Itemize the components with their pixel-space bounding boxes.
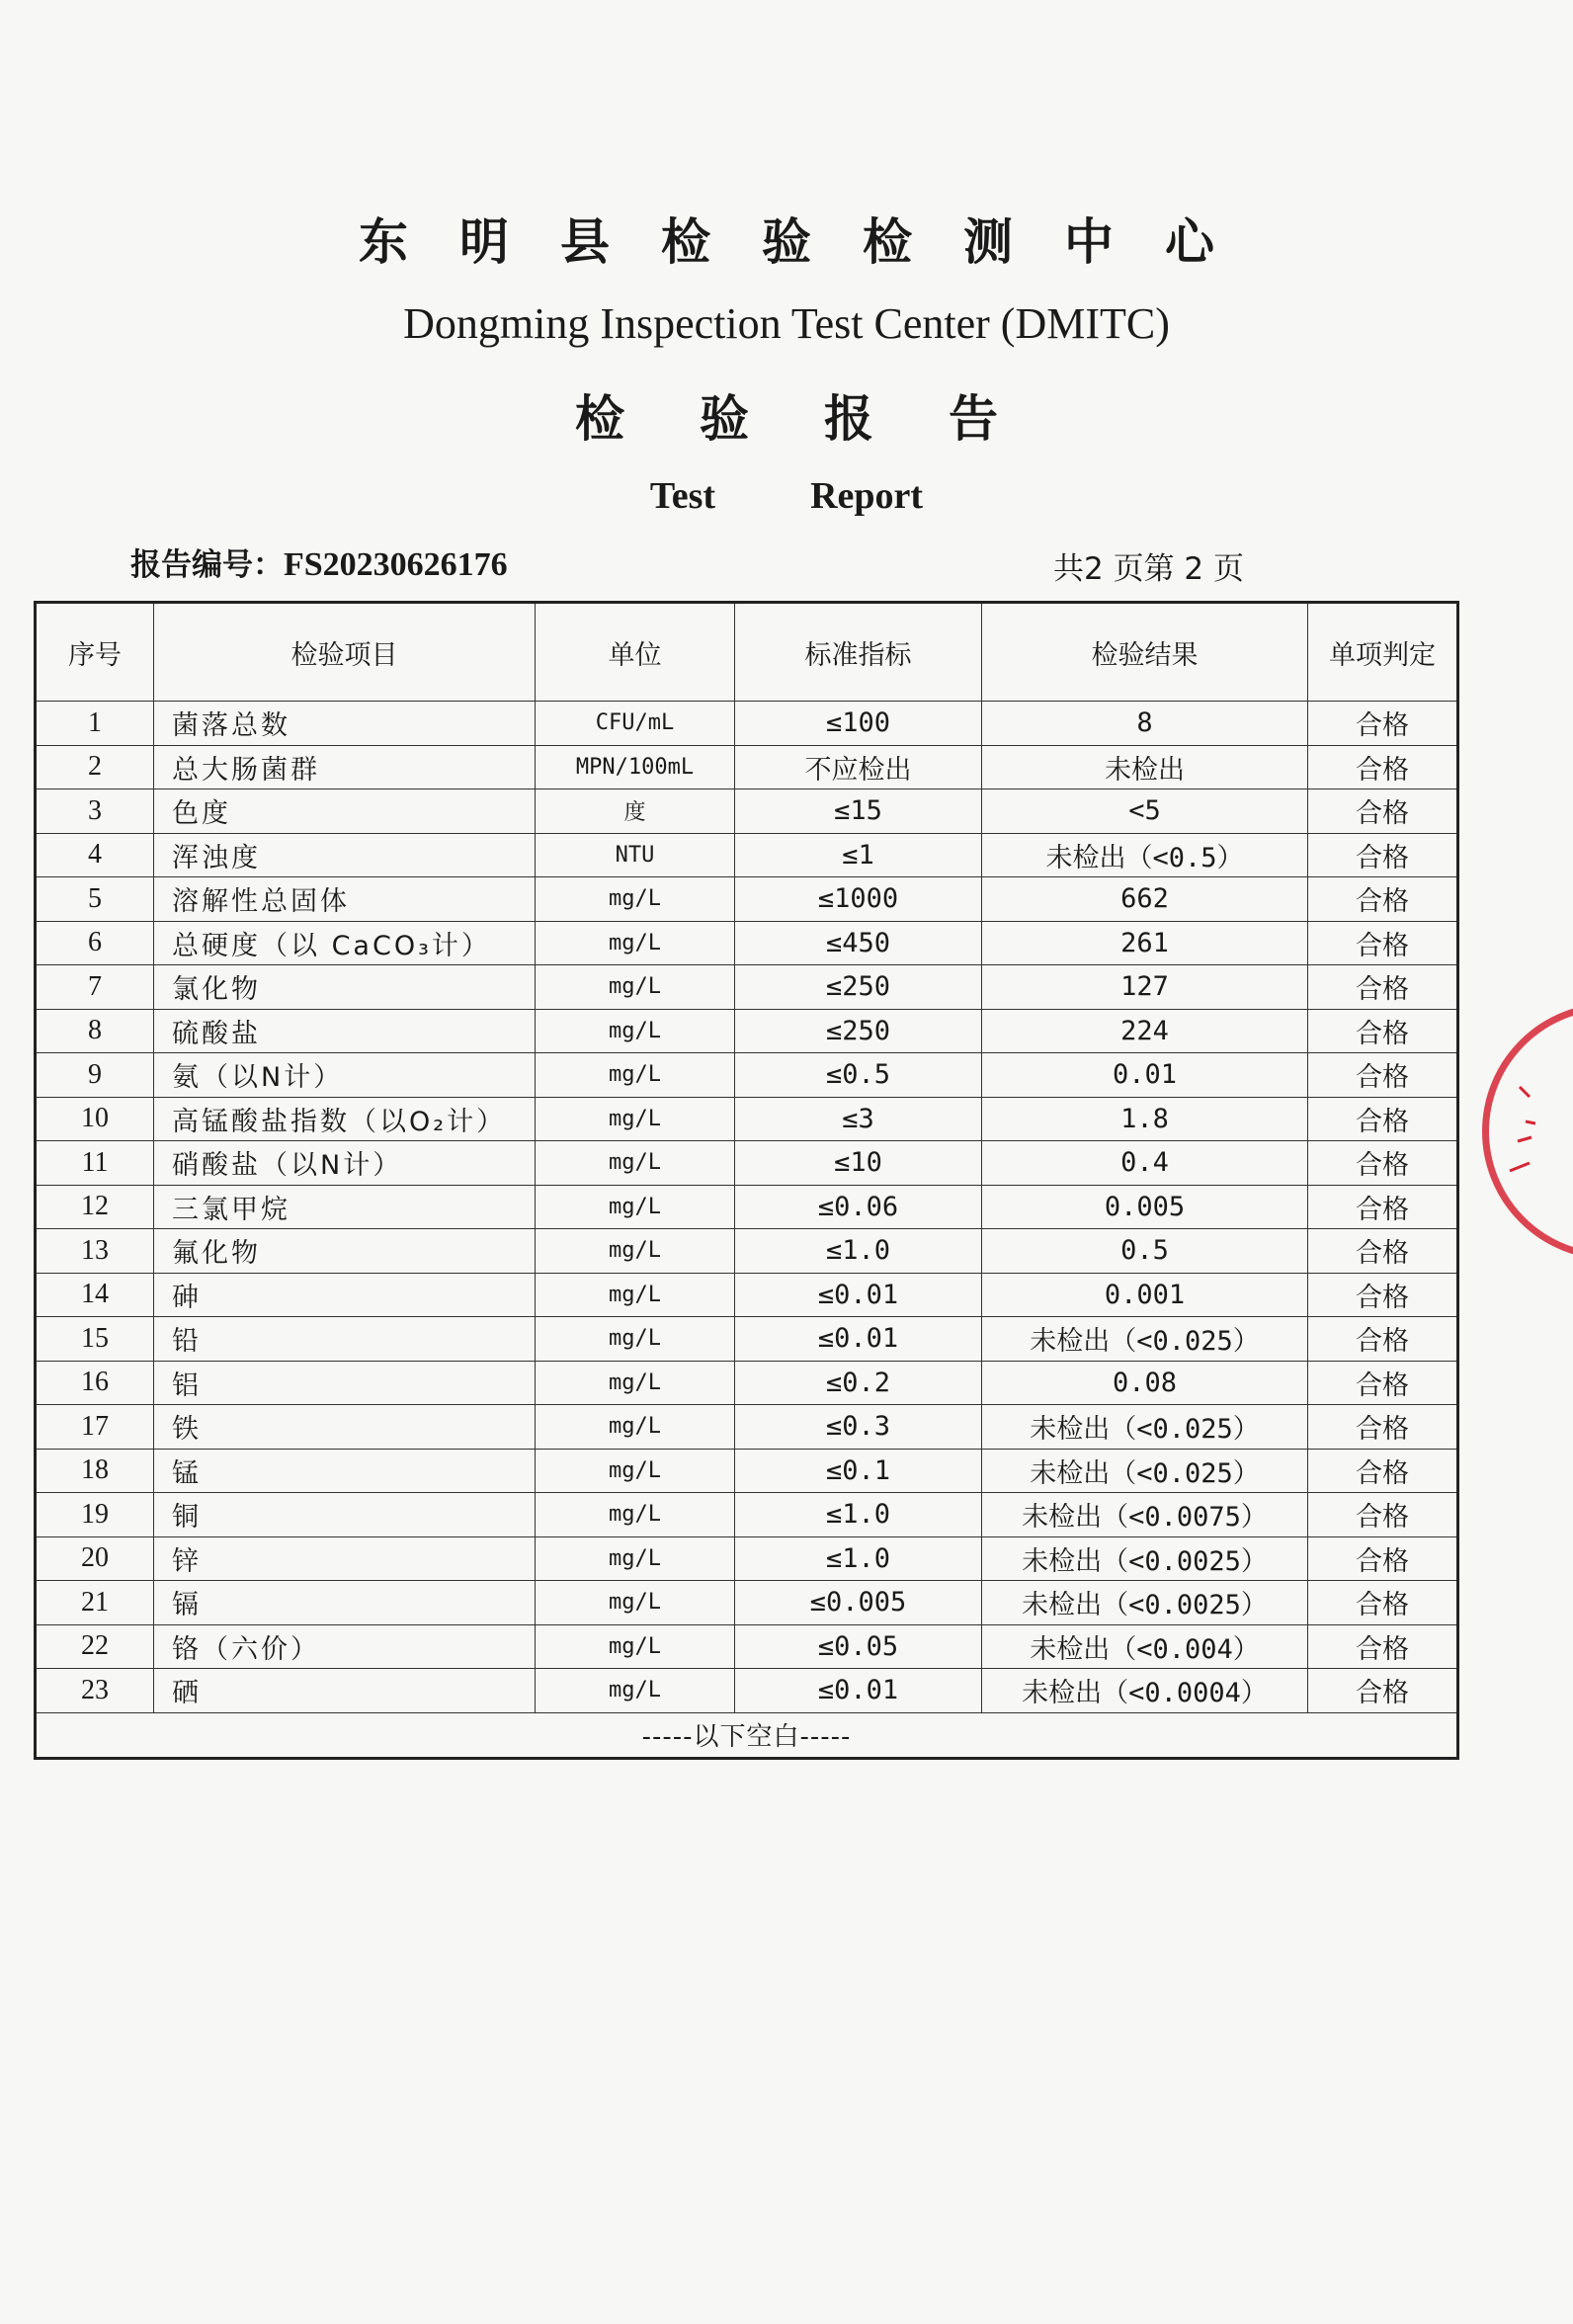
standard-limit: 不应检出	[735, 745, 982, 789]
test-result: 0.4	[982, 1141, 1308, 1186]
judgement: 合格	[1308, 702, 1458, 746]
row-number: 9	[36, 1053, 154, 1098]
table-row	[36, 1361, 1458, 1405]
test-item: 氟化物	[154, 1229, 536, 1274]
standard-limit: ≤15	[735, 789, 982, 834]
test-result: 261	[982, 921, 1308, 965]
judgement: 合格	[1308, 1449, 1458, 1493]
test-result: 8	[982, 702, 1308, 746]
row-number: 16	[36, 1361, 154, 1405]
standard-limit: ≤0.06	[735, 1185, 982, 1229]
row-number: 8	[36, 1009, 154, 1053]
report-number-value: FS20230626176	[284, 546, 508, 583]
row-number: 21	[36, 1581, 154, 1625]
unit: mg/L	[536, 1141, 735, 1186]
report-title-char: 验	[700, 390, 749, 448]
table-row	[36, 1536, 1458, 1581]
judgement: 合格	[1308, 1536, 1458, 1581]
row-number: 12	[36, 1185, 154, 1229]
row-number: 13	[36, 1229, 154, 1274]
table-row	[36, 1493, 1458, 1537]
standard-limit: ≤0.005	[735, 1581, 982, 1625]
standard-limit: ≤1	[735, 833, 982, 877]
judgement: 合格	[1308, 745, 1458, 789]
test-result: 未检出（<0.0004）	[982, 1669, 1308, 1713]
report-title-en	[0, 474, 1573, 518]
table-row	[36, 1053, 1458, 1098]
test-item: 铁	[154, 1405, 536, 1450]
unit: mg/L	[536, 1581, 735, 1625]
standard-limit: ≤0.05	[735, 1624, 982, 1669]
page-info: 共2 页第 2 页	[1053, 551, 1245, 587]
report-number-label: 报告编号：	[130, 547, 284, 583]
unit: mg/L	[536, 1053, 735, 1098]
table-row	[36, 1141, 1458, 1186]
standard-limit: ≤250	[735, 965, 982, 1010]
column-header-judgement: 单项判定	[1308, 603, 1458, 702]
table-row	[36, 833, 1458, 877]
judgement: 合格	[1308, 1317, 1458, 1362]
row-number: 4	[36, 833, 154, 877]
standard-limit: ≤0.5	[735, 1053, 982, 1098]
unit: mg/L	[536, 877, 735, 922]
row-number: 15	[36, 1317, 154, 1362]
report-number	[130, 540, 508, 584]
table-row	[36, 965, 1458, 1010]
test-result: 未检出	[982, 745, 1308, 789]
column-header-standard: 标准指标	[735, 603, 982, 702]
test-result: 0.005	[982, 1185, 1308, 1229]
report-title-char: 检	[575, 390, 624, 448]
unit: mg/L	[536, 1405, 735, 1450]
row-number: 2	[36, 745, 154, 789]
test-item: 菌落总数	[154, 702, 536, 746]
standard-limit: ≤0.2	[735, 1361, 982, 1405]
test-result: 224	[982, 1009, 1308, 1053]
standard-limit: ≤1.0	[735, 1536, 982, 1581]
unit: mg/L	[536, 1493, 735, 1537]
report-title-char: 报	[824, 390, 873, 448]
unit: mg/L	[536, 1273, 735, 1317]
judgement: 合格	[1308, 1097, 1458, 1141]
report-title-word: Test	[649, 475, 716, 517]
column-header-no: 序号	[36, 603, 154, 702]
unit: mg/L	[536, 1669, 735, 1713]
standard-limit: ≤0.01	[735, 1273, 982, 1317]
judgement: 合格	[1308, 789, 1458, 834]
unit: mg/L	[536, 965, 735, 1010]
judgement: 合格	[1308, 1141, 1458, 1186]
judgement: 合格	[1308, 1493, 1458, 1537]
center-name-en: Dongming Inspection Test Center (DMITC)	[403, 299, 1170, 348]
test-result: 127	[982, 965, 1308, 1010]
row-number: 5	[36, 877, 154, 922]
standard-limit: ≤250	[735, 1009, 982, 1053]
test-item: 高锰酸盐指数（以O₂计）	[154, 1097, 536, 1141]
test-result: 未检出（<0.025）	[982, 1317, 1308, 1362]
test-item: 镉	[154, 1581, 536, 1625]
table-row	[36, 1669, 1458, 1713]
column-header-unit: 单位	[536, 603, 735, 702]
test-item: 总硬度（以 CaCO₃计）	[154, 921, 536, 965]
judgement: 合格	[1308, 1185, 1458, 1229]
test-result: 0.001	[982, 1273, 1308, 1317]
row-number: 7	[36, 965, 154, 1010]
judgement: 合格	[1308, 1624, 1458, 1669]
table-footer-row	[36, 1712, 1458, 1758]
test-item: 氯化物	[154, 965, 536, 1010]
test-item: 氨（以N计）	[154, 1053, 536, 1098]
judgement: 合格	[1308, 1009, 1458, 1053]
unit: 度	[536, 789, 735, 834]
test-result: 未检出（<0.004）	[982, 1624, 1308, 1669]
table-row	[36, 877, 1458, 922]
test-result: 未检出（<0.0025）	[982, 1581, 1308, 1625]
judgement: 合格	[1308, 1053, 1458, 1098]
test-item: 硫酸盐	[154, 1009, 536, 1053]
test-item: 浑浊度	[154, 833, 536, 877]
judgement: 合格	[1308, 1581, 1458, 1625]
table-row	[36, 1185, 1458, 1229]
seal-mark-fragments	[1500, 1072, 1539, 1191]
test-item: 三氯甲烷	[154, 1185, 536, 1229]
unit: mg/L	[536, 921, 735, 965]
results-table	[34, 601, 1459, 1760]
judgement: 合格	[1308, 1405, 1458, 1450]
judgement: 合格	[1308, 1273, 1458, 1317]
standard-limit: ≤450	[735, 921, 982, 965]
row-number: 18	[36, 1449, 154, 1493]
judgement: 合格	[1308, 1361, 1458, 1405]
table-header-row	[36, 603, 1458, 702]
table-row	[36, 921, 1458, 965]
column-header-result: 检验结果	[982, 603, 1308, 702]
standard-limit: ≤1000	[735, 877, 982, 922]
judgement: 合格	[1308, 921, 1458, 965]
column-header-item: 检验项目	[154, 603, 536, 702]
standard-limit: ≤0.3	[735, 1405, 982, 1450]
test-item: 砷	[154, 1273, 536, 1317]
unit: mg/L	[536, 1185, 735, 1229]
test-item: 锌	[154, 1536, 536, 1581]
test-item: 铝	[154, 1361, 536, 1405]
standard-limit: ≤0.01	[735, 1317, 982, 1362]
test-result: 未检出（<0.025）	[982, 1449, 1308, 1493]
test-result: 0.5	[982, 1229, 1308, 1274]
table-row	[36, 1449, 1458, 1493]
test-result: 0.01	[982, 1053, 1308, 1098]
standard-limit: ≤1.0	[735, 1493, 982, 1537]
test-item: 铬（六价）	[154, 1624, 536, 1669]
table-row	[36, 1229, 1458, 1274]
center-name-cn: 东明县检验检测中心	[359, 213, 1266, 271]
table-row	[36, 1273, 1458, 1317]
row-number: 20	[36, 1536, 154, 1581]
row-number: 11	[36, 1141, 154, 1186]
report-title-cn	[0, 379, 1573, 451]
standard-limit: ≤0.1	[735, 1449, 982, 1493]
report-title-word: Report	[810, 475, 924, 517]
row-number: 10	[36, 1097, 154, 1141]
test-result: 1.8	[982, 1097, 1308, 1141]
judgement: 合格	[1308, 1229, 1458, 1274]
blank-below-note: -----以下空白-----	[36, 1712, 1458, 1758]
standard-limit: ≤0.01	[735, 1669, 982, 1713]
table-row	[36, 1581, 1458, 1625]
row-number: 17	[36, 1405, 154, 1450]
unit: mg/L	[536, 1317, 735, 1362]
test-result: 未检出（<0.0075）	[982, 1493, 1308, 1537]
table-row	[36, 1317, 1458, 1362]
judgement: 合格	[1308, 877, 1458, 922]
table-row	[36, 1624, 1458, 1669]
row-number: 6	[36, 921, 154, 965]
unit: MPN/100mL	[536, 745, 735, 789]
unit: mg/L	[536, 1361, 735, 1405]
report-title-char: 告	[949, 390, 998, 448]
table-row	[36, 1009, 1458, 1053]
test-item: 色度	[154, 789, 536, 834]
unit: mg/L	[536, 1009, 735, 1053]
standard-limit: ≤1.0	[735, 1229, 982, 1274]
test-result: <5	[982, 789, 1308, 834]
test-item: 硒	[154, 1669, 536, 1713]
table-row	[36, 1405, 1458, 1450]
unit: mg/L	[536, 1097, 735, 1141]
unit: NTU	[536, 833, 735, 877]
test-item: 总大肠菌群	[154, 745, 536, 789]
unit: mg/L	[536, 1624, 735, 1669]
row-number: 22	[36, 1624, 154, 1669]
table-row	[36, 789, 1458, 834]
table-row	[36, 702, 1458, 746]
test-result: 未检出（<0.025）	[982, 1405, 1308, 1450]
test-item: 铅	[154, 1317, 536, 1362]
unit: CFU/mL	[536, 702, 735, 746]
judgement: 合格	[1308, 965, 1458, 1010]
unit: mg/L	[536, 1449, 735, 1493]
test-item: 硝酸盐（以N计）	[154, 1141, 536, 1186]
row-number: 19	[36, 1493, 154, 1537]
row-number: 14	[36, 1273, 154, 1317]
judgement: 合格	[1308, 1669, 1458, 1713]
test-item: 铜	[154, 1493, 536, 1537]
test-result: 未检出（<0.0025）	[982, 1536, 1308, 1581]
row-number: 3	[36, 789, 154, 834]
table-row	[36, 1097, 1458, 1141]
judgement: 合格	[1308, 833, 1458, 877]
standard-limit: ≤10	[735, 1141, 982, 1186]
standard-limit: ≤100	[735, 702, 982, 746]
test-result: 未检出（<0.5）	[982, 833, 1308, 877]
unit: mg/L	[536, 1536, 735, 1581]
test-result: 662	[982, 877, 1308, 922]
unit: mg/L	[536, 1229, 735, 1274]
row-number: 23	[36, 1669, 154, 1713]
test-item: 溶解性总固体	[154, 877, 536, 922]
standard-limit: ≤3	[735, 1097, 982, 1141]
test-result: 0.08	[982, 1361, 1308, 1405]
row-number: 1	[36, 702, 154, 746]
test-item: 锰	[154, 1449, 536, 1493]
table-row	[36, 745, 1458, 789]
